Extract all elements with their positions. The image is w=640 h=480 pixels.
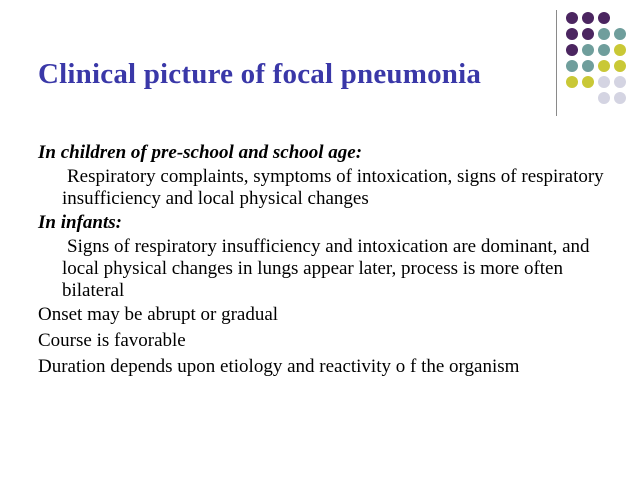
- slide-title: Clinical picture of focal pneumonia: [38, 58, 482, 90]
- section-heading-infants: In infants:: [38, 212, 122, 233]
- dot-purple: [566, 12, 578, 24]
- slide-body: [38, 142, 618, 382]
- decorative-dot-grid: [566, 12, 636, 102]
- dot-purple: [566, 44, 578, 56]
- dot-teal: [566, 60, 578, 72]
- dot-teal: [582, 44, 594, 56]
- dot-purple: [582, 12, 594, 24]
- dot-teal: [598, 28, 610, 40]
- section-heading-school-age: In children of pre-school and school age:: [38, 142, 363, 163]
- line-course: Course is favorable: [38, 330, 186, 351]
- line-onset: Onset may be abrupt or gradual: [38, 304, 279, 325]
- section-text-infants: Signs of respiratory insufficiency and intoxication are dominant, and local physical changes in lungs appear later, process is more often bilateral: [62, 236, 590, 301]
- dot-purple: [582, 28, 594, 40]
- dot-purple: [598, 12, 610, 24]
- dot-teal: [614, 28, 626, 40]
- dot-lavender: [598, 92, 610, 104]
- dot-yellow: [598, 60, 610, 72]
- dot-lavender: [614, 76, 626, 88]
- dot-yellow: [582, 76, 594, 88]
- dot-teal: [598, 44, 610, 56]
- dot-lavender: [598, 76, 610, 88]
- dot-teal: [582, 60, 594, 72]
- dot-yellow: [566, 76, 578, 88]
- line-duration: Duration depends upon etiology and reactivity o f the organism: [38, 356, 520, 377]
- dot-lavender: [614, 92, 626, 104]
- dot-purple: [566, 28, 578, 40]
- dot-yellow: [614, 44, 626, 56]
- dot-yellow: [614, 60, 626, 72]
- title-divider-line: [556, 10, 557, 116]
- section-text-school-age: Respiratory complaints, symptoms of intoxication, signs of respiratory insufficiency and local physical changes: [62, 166, 604, 209]
